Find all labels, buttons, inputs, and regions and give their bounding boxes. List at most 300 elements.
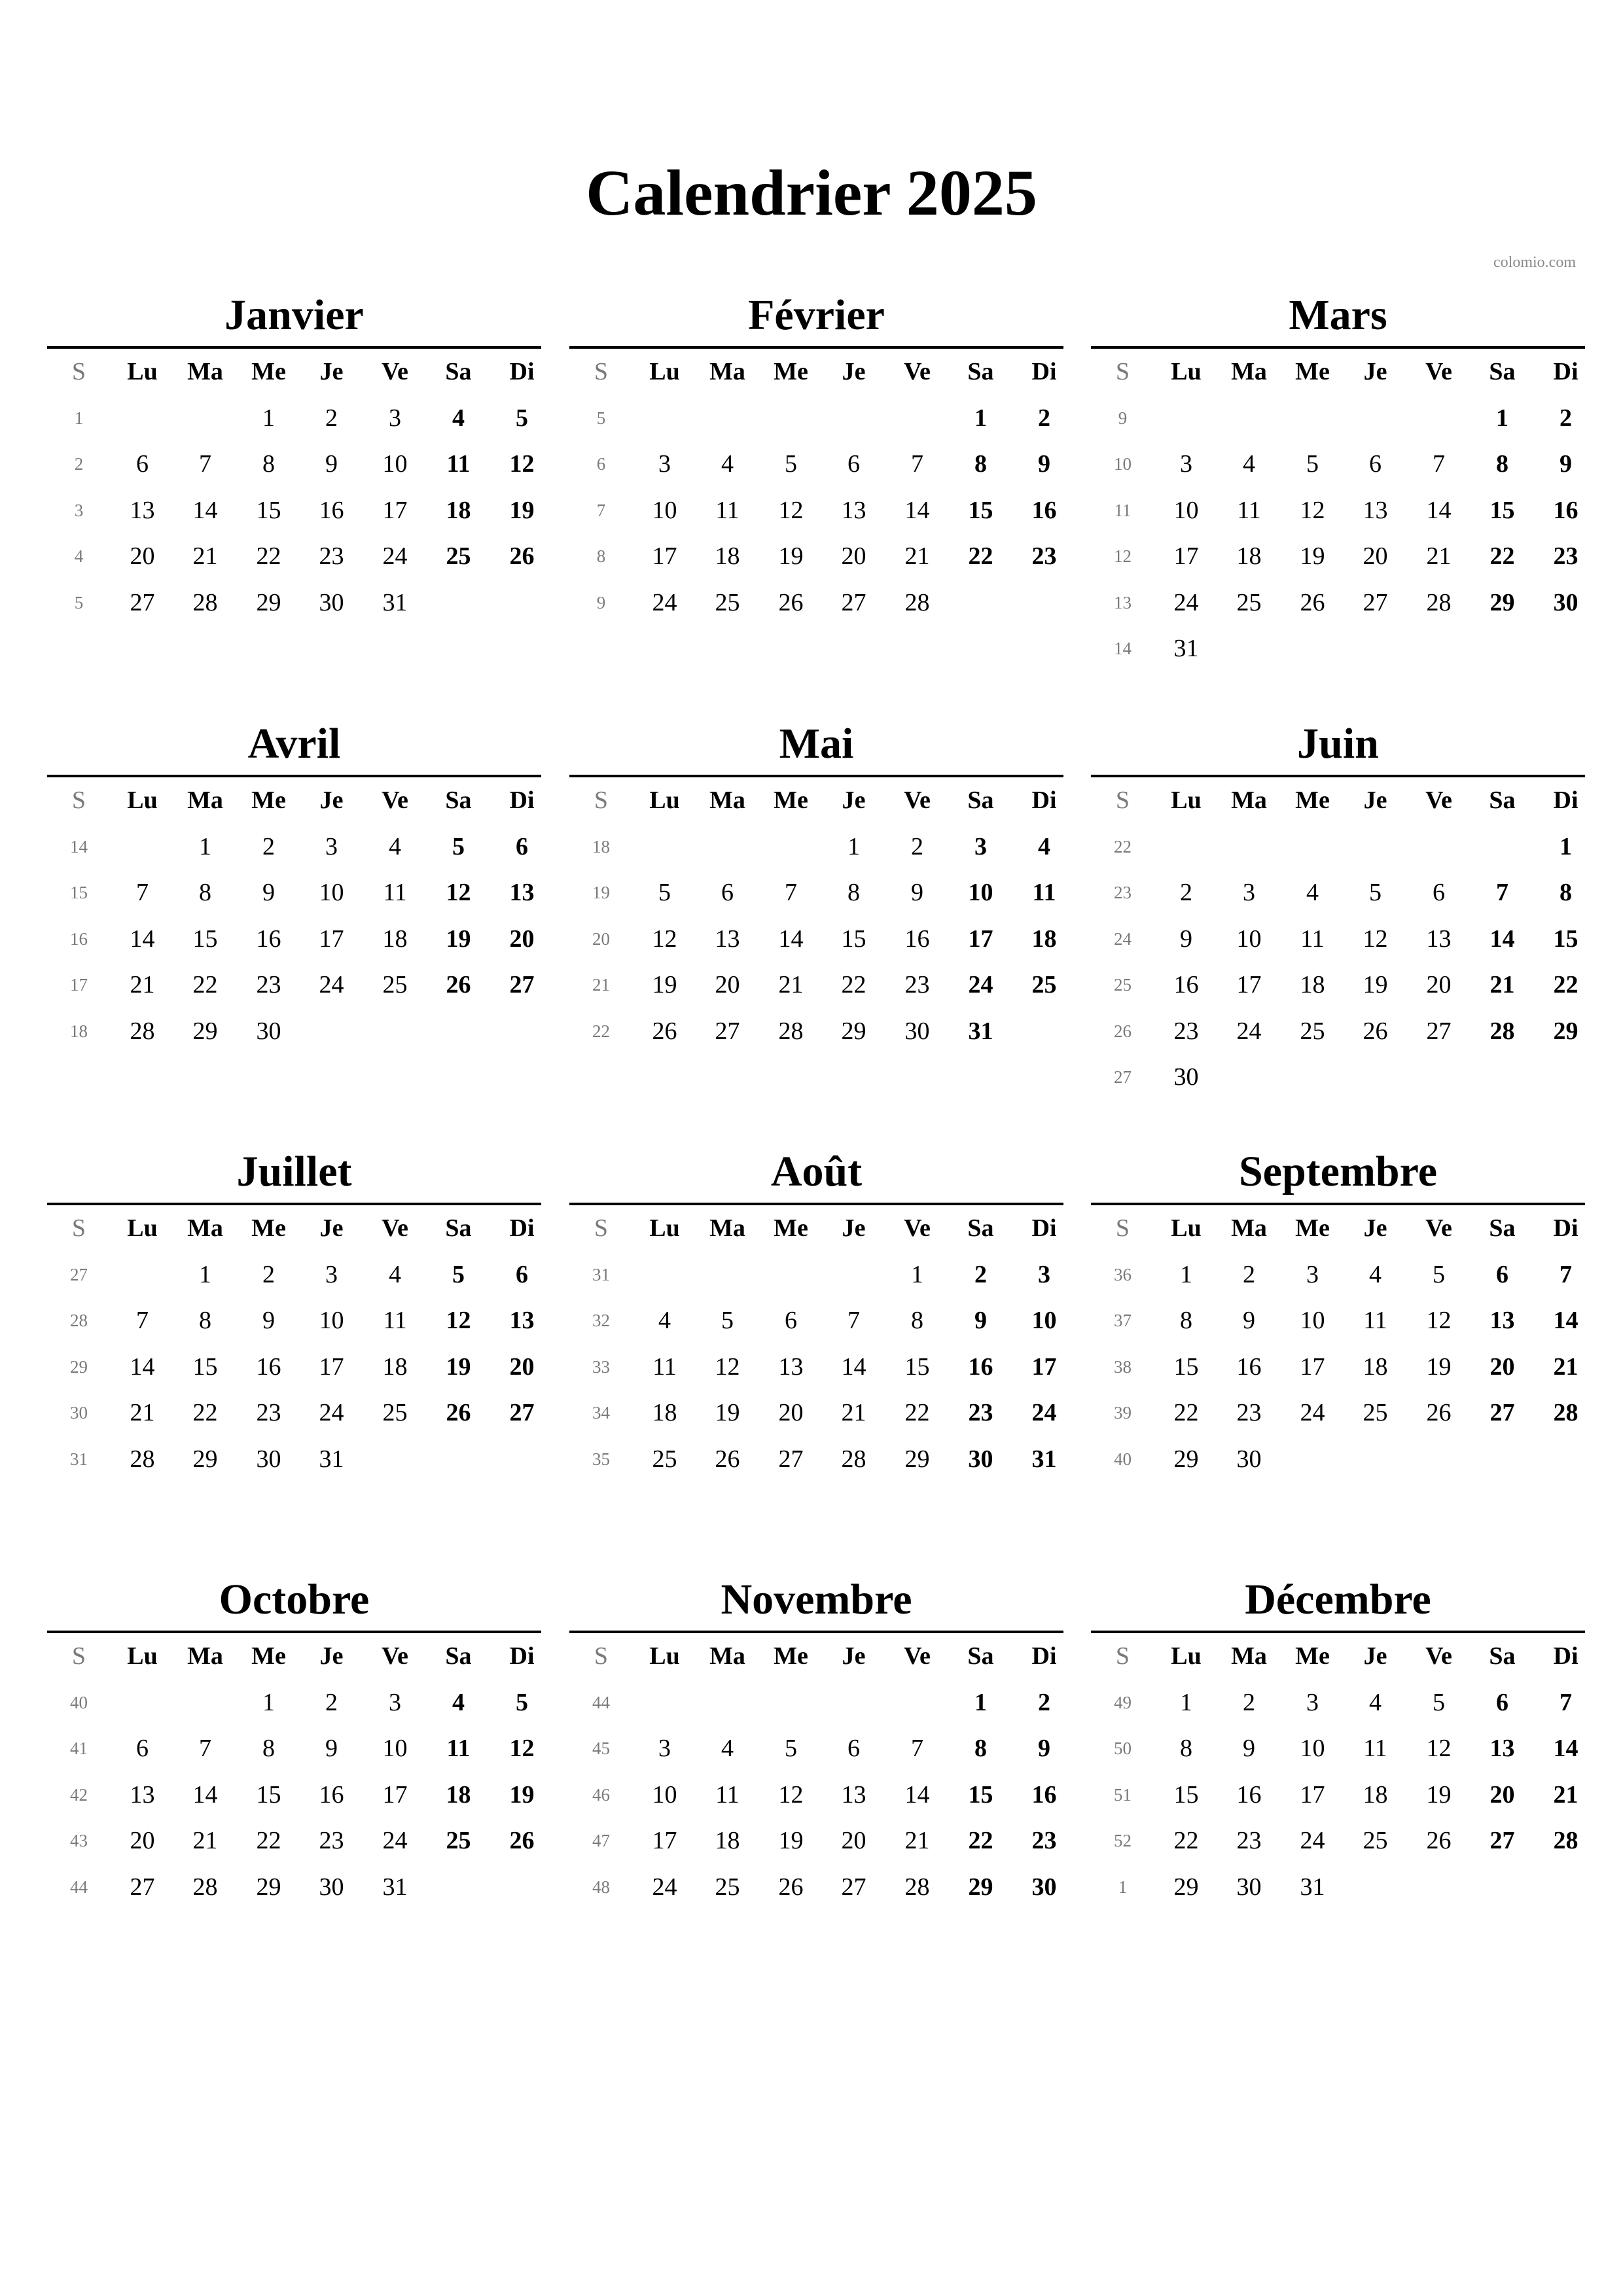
day-cell: 28 xyxy=(192,1873,218,1901)
day-cell: 14 xyxy=(192,1780,218,1809)
day-cell: 11 xyxy=(383,879,407,906)
page-title: Calendrier 2025 xyxy=(586,156,1037,229)
day-cell: 20 xyxy=(130,542,155,570)
weekend-day-cell: 23 xyxy=(1031,1827,1057,1854)
weekend-day-cell: 4 xyxy=(452,1688,465,1716)
week-number-header: S xyxy=(71,1642,86,1670)
weekend-day-cell: 19 xyxy=(509,496,535,524)
day-cell: 5 xyxy=(721,1307,734,1334)
weekday-header: Ve xyxy=(1425,1642,1452,1670)
week-number: 16 xyxy=(70,928,88,949)
day-cell: 17 xyxy=(382,496,408,524)
weekday-header-row xyxy=(1091,777,1585,824)
weekend-day-cell: 9 xyxy=(1560,450,1572,478)
day-cell xyxy=(822,395,885,442)
weekend-day-cell: 26 xyxy=(446,1399,471,1426)
day-cell xyxy=(759,824,823,870)
weekend-day-cell: 6 xyxy=(1496,1260,1508,1288)
weekday-header-row xyxy=(1091,1205,1585,1252)
day-cell: 15 xyxy=(841,925,866,953)
weekend-day-cell: 13 xyxy=(509,879,535,906)
month-name: Juin xyxy=(1297,720,1379,768)
weekend-day-cell: 20 xyxy=(1489,1352,1515,1381)
month-name: Août xyxy=(770,1148,863,1195)
weekday-header: Je xyxy=(319,1642,344,1670)
weekday-header-row xyxy=(1091,349,1585,395)
day-cell: 3 xyxy=(1306,1688,1319,1716)
weekday-header-row xyxy=(569,1633,1063,1680)
day-cell: 15 xyxy=(192,925,218,953)
weekend-day-cell xyxy=(1471,824,1534,870)
week-row xyxy=(1091,962,1585,1008)
day-cell: 7 xyxy=(847,1307,860,1334)
day-cell xyxy=(885,1680,949,1726)
day-cell xyxy=(1217,824,1281,870)
weekend-day-cell: 30 xyxy=(968,1445,993,1473)
day-cell: 14 xyxy=(192,496,218,524)
day-cell: 21 xyxy=(1426,542,1452,570)
weekend-day-cell: 25 xyxy=(446,542,471,570)
weekday-header: Di xyxy=(1553,786,1578,814)
weekday-header: Ma xyxy=(187,786,223,814)
day-cell: 28 xyxy=(130,1017,155,1045)
day-cell xyxy=(1407,1054,1471,1101)
day-cell: 15 xyxy=(1173,1352,1199,1381)
week-row xyxy=(569,580,1063,626)
day-cell: 3 xyxy=(389,404,401,432)
week-row xyxy=(47,1864,541,1911)
day-cell: 23 xyxy=(256,1399,281,1426)
week-row xyxy=(1091,533,1585,580)
day-cell: 18 xyxy=(1300,971,1325,998)
week-row xyxy=(47,1390,541,1436)
week-row xyxy=(1091,1864,1585,1911)
day-cell: 23 xyxy=(256,971,281,998)
day-cell: 10 xyxy=(652,496,677,524)
day-cell: 6 xyxy=(1369,450,1382,478)
day-cell xyxy=(1344,824,1407,870)
weekend-day-cell: 9 xyxy=(1038,450,1050,478)
weekday-header: Je xyxy=(842,1214,866,1242)
weekend-day-cell xyxy=(490,580,554,626)
weekday-header: Sa xyxy=(1489,786,1516,814)
day-cell: 26 xyxy=(1426,1399,1452,1426)
weekend-day-cell: 20 xyxy=(509,925,535,953)
week-row xyxy=(47,916,541,963)
weekend-day-cell: 30 xyxy=(1553,588,1578,616)
weekend-day-cell: 16 xyxy=(1553,496,1578,524)
week-row xyxy=(569,441,1063,487)
week-row xyxy=(47,870,541,916)
day-cell: 23 xyxy=(1173,1017,1199,1045)
day-cell: 4 xyxy=(721,1735,734,1762)
week-row xyxy=(1091,626,1585,672)
weekday-header-row xyxy=(569,349,1063,395)
day-cell: 2 xyxy=(262,1260,275,1288)
weekend-day-cell: 8 xyxy=(974,1735,987,1762)
month-block xyxy=(1091,1577,1585,1910)
day-cell: 6 xyxy=(136,450,149,478)
day-cell: 28 xyxy=(130,1445,155,1473)
week-row xyxy=(1091,1772,1585,1818)
day-cell: 30 xyxy=(256,1445,281,1473)
week-number: 22 xyxy=(1114,836,1132,857)
day-cell xyxy=(696,824,759,870)
weekend-day-cell: 28 xyxy=(1553,1399,1578,1426)
weekend-day-cell: 30 xyxy=(1031,1873,1057,1901)
day-cell xyxy=(173,395,237,442)
month-block xyxy=(47,721,541,1054)
week-row xyxy=(569,824,1063,870)
day-cell: 26 xyxy=(1363,1017,1388,1045)
day-cell: 28 xyxy=(904,1873,930,1901)
weekday-header: Ma xyxy=(1231,1642,1267,1670)
weekend-day-cell xyxy=(490,1008,554,1055)
day-cell: 4 xyxy=(1369,1688,1382,1716)
month-block xyxy=(569,1149,1063,1482)
weekday-header: Ve xyxy=(904,358,931,385)
weekday-header: Sa xyxy=(967,358,994,385)
week-number: 27 xyxy=(70,1264,88,1284)
day-cell: 30 xyxy=(1173,1063,1199,1091)
day-cell: 18 xyxy=(382,925,408,953)
week-number: 4 xyxy=(74,546,84,566)
day-cell: 3 xyxy=(325,832,338,860)
day-cell: 21 xyxy=(841,1399,866,1426)
month-block xyxy=(569,292,1063,626)
weekday-header: Sa xyxy=(445,1214,472,1242)
day-cell: 31 xyxy=(1300,1873,1325,1901)
weekday-header: Ve xyxy=(904,1642,931,1670)
month-name: Janvier xyxy=(224,291,364,339)
weekend-day-cell: 22 xyxy=(968,1827,993,1854)
week-row xyxy=(1091,1252,1585,1298)
day-cell: 29 xyxy=(192,1017,218,1045)
weekend-day-cell: 4 xyxy=(1038,832,1050,860)
weekday-header-row xyxy=(1091,1633,1585,1680)
weekday-header: Ma xyxy=(1231,786,1267,814)
day-cell: 28 xyxy=(1426,588,1452,616)
day-cell: 12 xyxy=(1363,925,1388,953)
weekend-day-cell: 23 xyxy=(968,1399,993,1426)
day-cell: 18 xyxy=(715,542,740,570)
week-number: 5 xyxy=(596,408,606,428)
weekend-day-cell xyxy=(1534,1054,1597,1101)
week-number: 1 xyxy=(74,408,84,428)
month-block xyxy=(1091,721,1585,1101)
weekend-day-cell xyxy=(1471,1054,1534,1101)
week-number: 29 xyxy=(70,1356,88,1377)
weekend-day-cell xyxy=(1534,626,1597,672)
day-cell: 5 xyxy=(785,450,797,478)
day-cell xyxy=(1407,824,1471,870)
weekend-day-cell: 9 xyxy=(974,1307,987,1334)
day-cell xyxy=(1154,824,1218,870)
weekend-day-cell: 2 xyxy=(974,1260,987,1288)
week-row xyxy=(47,824,541,870)
day-cell: 16 xyxy=(256,1352,281,1381)
week-number: 23 xyxy=(1114,883,1132,902)
weekday-header: Me xyxy=(1295,358,1330,385)
week-number: 10 xyxy=(1114,454,1132,474)
weekend-day-cell: 11 xyxy=(1032,879,1056,906)
weekday-header: Je xyxy=(319,786,344,814)
week-row xyxy=(47,395,541,442)
weekday-header: Lu xyxy=(127,1214,158,1242)
weekend-day-cell: 26 xyxy=(509,1827,535,1854)
day-cell: 24 xyxy=(382,1827,408,1854)
weekday-header: Di xyxy=(1031,786,1057,814)
day-cell: 5 xyxy=(785,1735,797,1762)
day-cell xyxy=(822,1680,885,1726)
weekday-header: Ve xyxy=(382,358,408,385)
weekend-day-cell: 4 xyxy=(452,404,465,432)
day-cell: 7 xyxy=(1433,450,1445,478)
week-row xyxy=(1091,870,1585,916)
day-cell: 14 xyxy=(904,496,930,524)
day-cell: 7 xyxy=(136,1307,149,1334)
week-number: 15 xyxy=(70,883,88,902)
day-cell: 3 xyxy=(1306,1260,1319,1288)
day-cell: 28 xyxy=(841,1445,866,1473)
weekday-header: Me xyxy=(1295,1642,1330,1670)
day-cell xyxy=(1407,395,1471,442)
day-cell: 29 xyxy=(1173,1445,1199,1473)
day-cell: 27 xyxy=(130,1873,155,1901)
weekday-header: Sa xyxy=(1489,358,1516,385)
week-number: 40 xyxy=(70,1692,88,1712)
day-cell: 16 xyxy=(1236,1780,1262,1809)
week-number: 28 xyxy=(70,1311,88,1330)
day-cell: 30 xyxy=(904,1017,930,1045)
weekday-header: Di xyxy=(1031,1642,1057,1670)
week-row xyxy=(47,1725,541,1772)
day-cell: 6 xyxy=(847,450,860,478)
weekend-day-cell xyxy=(1534,1864,1597,1911)
weekend-day-cell: 28 xyxy=(1489,1017,1515,1045)
week-number-header: S xyxy=(594,358,609,385)
weekday-header: Je xyxy=(842,358,866,385)
day-cell: 10 xyxy=(319,1307,344,1334)
weekday-header: Ve xyxy=(904,786,931,814)
day-cell: 29 xyxy=(192,1445,218,1473)
weekend-day-cell: 27 xyxy=(509,1399,535,1426)
weekend-day-cell: 3 xyxy=(1038,1260,1050,1288)
weekday-header: Ve xyxy=(1425,358,1452,385)
week-number: 3 xyxy=(74,500,84,520)
weekday-header: Je xyxy=(1363,1214,1387,1242)
day-cell: 21 xyxy=(904,542,930,570)
weekday-header: Lu xyxy=(127,1642,158,1670)
day-cell xyxy=(1344,1436,1407,1483)
weekend-day-cell: 9 xyxy=(1038,1735,1050,1762)
day-cell: 13 xyxy=(841,1780,866,1809)
day-cell: 8 xyxy=(847,879,860,906)
weekend-day-cell: 10 xyxy=(1031,1307,1057,1334)
month-name: Septembre xyxy=(1238,1148,1438,1195)
weekend-day-cell: 10 xyxy=(968,879,993,906)
weekday-header: Ma xyxy=(1231,1214,1267,1242)
weekday-header: Ve xyxy=(904,1214,931,1242)
weekend-day-cell: 24 xyxy=(1031,1399,1057,1426)
source-credit: colomio.com xyxy=(1493,254,1576,271)
day-cell: 17 xyxy=(1300,1780,1325,1809)
weekday-header: Me xyxy=(774,1642,808,1670)
weekend-day-cell: 21 xyxy=(1553,1352,1578,1381)
weekday-header: Je xyxy=(1363,786,1387,814)
day-cell: 9 xyxy=(911,879,923,906)
week-row xyxy=(1091,441,1585,487)
day-cell: 15 xyxy=(904,1352,930,1381)
day-cell: 29 xyxy=(256,1873,281,1901)
day-cell: 11 xyxy=(715,496,740,524)
day-cell xyxy=(1281,824,1344,870)
day-cell: 13 xyxy=(1363,496,1388,524)
weekday-header: Di xyxy=(1553,1642,1578,1670)
weekday-header: Sa xyxy=(445,786,472,814)
weekday-header: Ve xyxy=(382,786,408,814)
day-cell: 3 xyxy=(1180,450,1192,478)
day-cell: 19 xyxy=(778,542,804,570)
day-cell: 11 xyxy=(1300,925,1325,953)
day-cell: 27 xyxy=(1426,1017,1452,1045)
weekday-header: Sa xyxy=(967,786,994,814)
day-cell: 16 xyxy=(1236,1352,1262,1381)
weekend-day-cell: 2 xyxy=(1038,404,1050,432)
day-cell: 21 xyxy=(130,1399,155,1426)
weekend-day-cell xyxy=(427,1008,490,1055)
day-cell: 20 xyxy=(130,1827,155,1854)
weekday-header: Me xyxy=(251,358,286,385)
day-cell: 5 xyxy=(1433,1688,1445,1716)
day-cell xyxy=(696,1680,759,1726)
weekend-day-cell xyxy=(1471,1436,1534,1483)
day-cell xyxy=(300,1008,363,1055)
day-cell: 26 xyxy=(1300,588,1325,616)
day-cell: 10 xyxy=(1173,496,1199,524)
weekend-day-cell: 13 xyxy=(1489,1735,1515,1762)
day-cell: 26 xyxy=(778,588,804,616)
day-cell: 10 xyxy=(382,450,408,478)
day-cell xyxy=(1154,395,1218,442)
day-cell: 9 xyxy=(325,450,338,478)
day-cell: 19 xyxy=(1300,542,1325,570)
day-cell: 27 xyxy=(841,588,866,616)
weekend-day-cell: 11 xyxy=(446,450,471,478)
week-row xyxy=(569,870,1063,916)
day-cell: 17 xyxy=(319,925,344,953)
day-cell: 12 xyxy=(1426,1307,1452,1334)
weekend-day-cell: 15 xyxy=(968,496,993,524)
week-number-header: S xyxy=(1115,1214,1130,1242)
day-cell: 20 xyxy=(778,1399,804,1426)
day-cell xyxy=(1407,626,1471,672)
week-number: 19 xyxy=(592,883,610,902)
day-cell: 4 xyxy=(1369,1260,1382,1288)
day-cell: 29 xyxy=(256,588,281,616)
day-cell: 24 xyxy=(1236,1017,1262,1045)
day-cell: 22 xyxy=(256,1827,281,1854)
weekday-header: Lu xyxy=(1171,1214,1202,1242)
weekend-day-cell: 1 xyxy=(974,1688,987,1716)
week-number-header: S xyxy=(71,1214,86,1242)
week-number: 11 xyxy=(1114,500,1132,520)
day-cell: 12 xyxy=(652,925,677,953)
day-cell: 6 xyxy=(847,1735,860,1762)
week-number-header: S xyxy=(1115,1642,1130,1670)
day-cell: 9 xyxy=(325,1735,338,1762)
weekend-day-cell xyxy=(427,580,490,626)
weekend-day-cell: 21 xyxy=(1553,1780,1578,1809)
day-cell: 18 xyxy=(1363,1780,1388,1809)
week-number: 37 xyxy=(1114,1311,1132,1330)
week-row xyxy=(1091,1818,1585,1864)
day-cell xyxy=(822,1252,885,1298)
week-number: 27 xyxy=(1114,1067,1132,1087)
week-number: 18 xyxy=(70,1021,88,1041)
day-cell: 7 xyxy=(199,450,211,478)
weekday-header-row xyxy=(47,349,541,395)
day-cell: 14 xyxy=(904,1780,930,1809)
day-cell xyxy=(885,395,949,442)
weekend-day-cell: 12 xyxy=(446,1307,471,1334)
week-number-header: S xyxy=(71,786,86,814)
day-cell: 9 xyxy=(262,1307,275,1334)
weekday-header: Ma xyxy=(1231,358,1267,385)
day-cell: 25 xyxy=(715,588,740,616)
weekend-day-cell: 8 xyxy=(974,450,987,478)
weekend-day-cell: 7 xyxy=(1560,1260,1572,1288)
weekend-day-cell: 7 xyxy=(1496,879,1508,906)
week-row xyxy=(1091,824,1585,870)
week-number: 50 xyxy=(1114,1739,1132,1758)
day-cell: 10 xyxy=(1300,1735,1325,1762)
day-cell: 1 xyxy=(262,404,275,432)
day-cell: 29 xyxy=(841,1017,866,1045)
day-cell xyxy=(1344,395,1407,442)
weekend-day-cell: 26 xyxy=(446,971,471,998)
day-cell: 10 xyxy=(652,1780,677,1809)
week-number-header: S xyxy=(594,1642,609,1670)
weekend-day-cell: 16 xyxy=(968,1352,993,1381)
day-cell: 4 xyxy=(721,450,734,478)
weekend-day-cell: 18 xyxy=(446,496,471,524)
day-cell: 5 xyxy=(1306,450,1319,478)
day-cell xyxy=(173,1680,237,1726)
day-cell: 31 xyxy=(382,588,408,616)
week-row xyxy=(47,1008,541,1055)
day-cell: 16 xyxy=(904,925,930,953)
day-cell: 8 xyxy=(1180,1735,1192,1762)
day-cell: 20 xyxy=(715,971,740,998)
day-cell: 11 xyxy=(1363,1307,1387,1334)
day-cell: 9 xyxy=(1243,1307,1255,1334)
day-cell xyxy=(1281,1054,1344,1101)
week-row xyxy=(569,1390,1063,1436)
weekday-header: Je xyxy=(842,1642,866,1670)
week-number-header: S xyxy=(1115,786,1130,814)
week-number: 5 xyxy=(74,592,84,612)
day-cell: 25 xyxy=(715,1873,740,1901)
weekend-day-cell: 22 xyxy=(1489,542,1515,570)
day-cell: 19 xyxy=(652,971,677,998)
weekend-day-cell: 23 xyxy=(1031,542,1057,570)
day-cell: 22 xyxy=(192,1399,218,1426)
day-cell: 5 xyxy=(1433,1260,1445,1288)
week-number: 41 xyxy=(70,1739,88,1758)
day-cell: 11 xyxy=(383,1307,407,1334)
weekend-day-cell: 14 xyxy=(1553,1735,1578,1762)
